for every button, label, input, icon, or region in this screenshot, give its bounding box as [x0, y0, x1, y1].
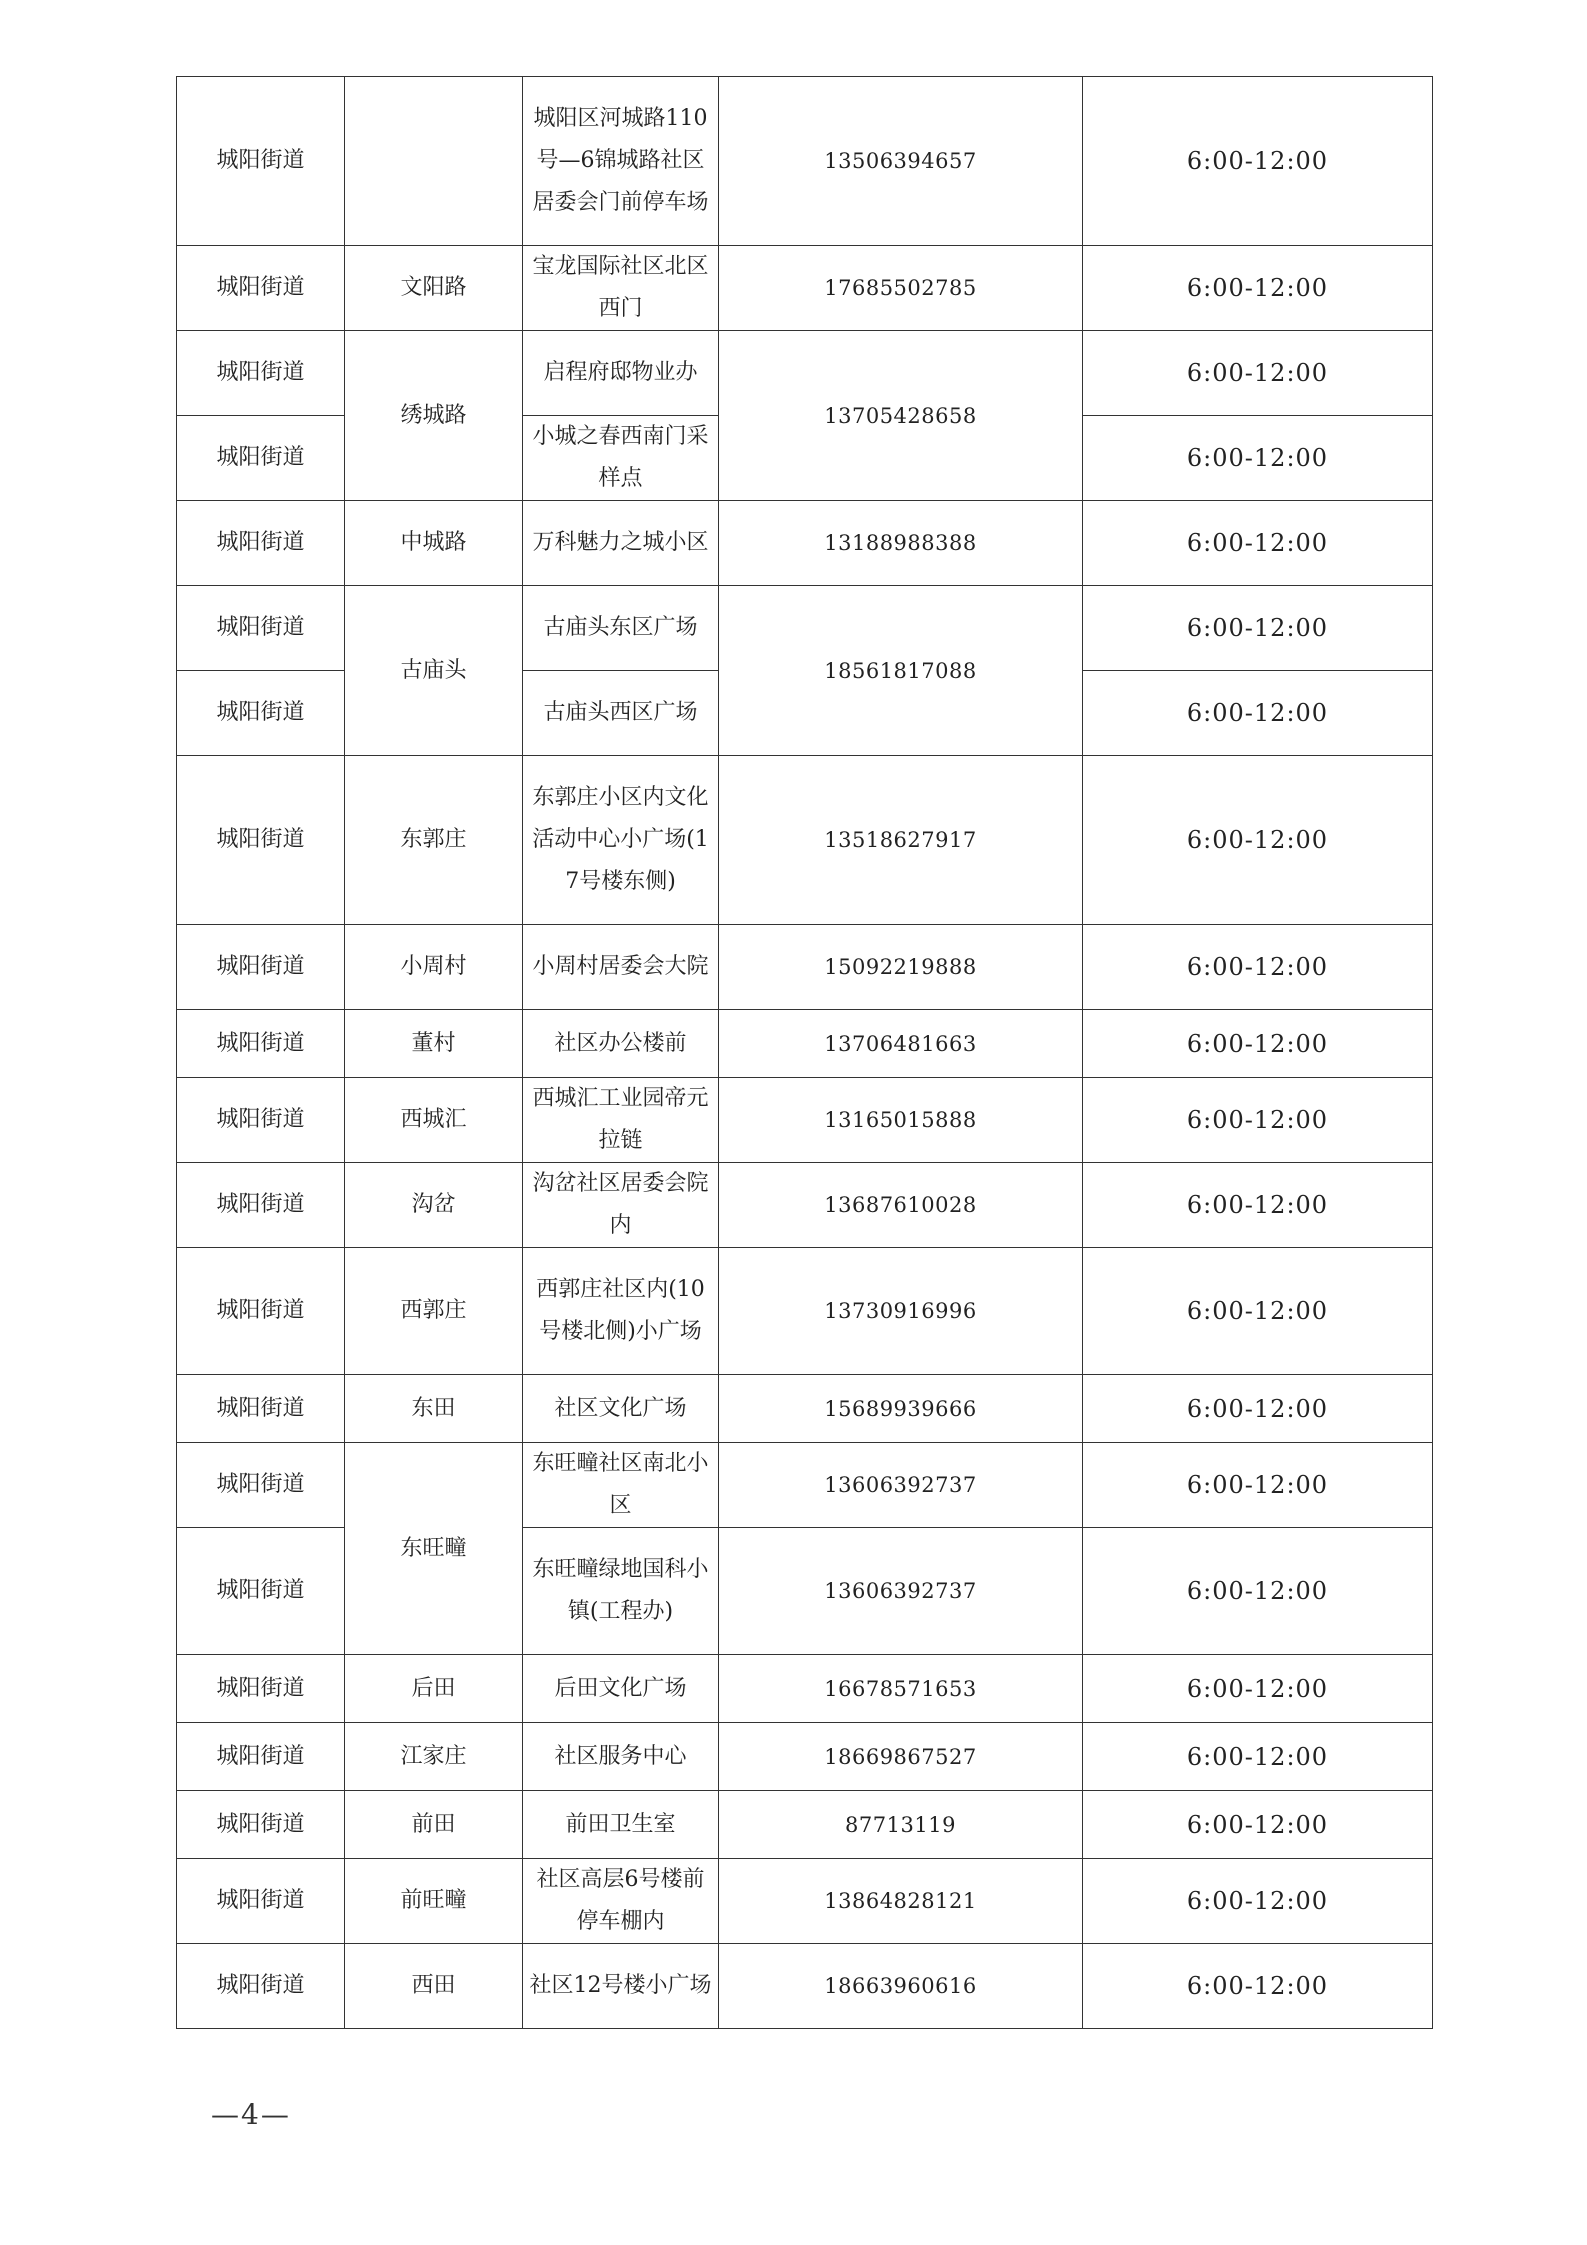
place-cell: 古庙头东区广场 — [523, 586, 719, 671]
street-cell: 城阳街道 — [177, 1528, 345, 1655]
table-row — [177, 756, 1433, 925]
time-cell: 6:00-12:00 — [1083, 1443, 1433, 1528]
time-cell: 6:00-12:00 — [1083, 671, 1433, 756]
phone-cell: 13705428658 — [719, 331, 1083, 501]
street-cell: 城阳街道 — [177, 1859, 345, 1944]
table-row — [177, 1655, 1433, 1723]
community-cell: 董村 — [345, 1010, 523, 1078]
street-cell: 城阳街道 — [177, 756, 345, 925]
phone-cell: 13706481663 — [719, 1010, 1083, 1078]
street-cell: 城阳街道 — [177, 925, 345, 1010]
community-cell: 前田 — [345, 1791, 523, 1859]
street-cell: 城阳街道 — [177, 1723, 345, 1791]
community-cell: 东旺疃 — [345, 1443, 523, 1655]
phone-cell: 15092219888 — [719, 925, 1083, 1010]
place-cell: 东旺疃社区南北小区 — [523, 1443, 719, 1528]
street-cell: 城阳街道 — [177, 586, 345, 671]
place-cell: 启程府邸物业办 — [523, 331, 719, 416]
community-cell: 绣城路 — [345, 331, 523, 501]
table-row — [177, 246, 1433, 331]
time-cell: 6:00-12:00 — [1083, 1528, 1433, 1655]
place-cell: 东郭庄小区内文化活动中心小广场(17号楼东侧) — [523, 756, 719, 925]
table-row — [177, 1078, 1433, 1163]
table-row — [177, 1163, 1433, 1248]
place-cell: 西城汇工业园帝元拉链 — [523, 1078, 719, 1163]
time-cell: 6:00-12:00 — [1083, 331, 1433, 416]
table-row — [177, 1944, 1433, 2029]
phone-cell: 13606392737 — [719, 1443, 1083, 1528]
phone-cell: 16678571653 — [719, 1655, 1083, 1723]
community-cell: 东田 — [345, 1375, 523, 1443]
time-cell: 6:00-12:00 — [1083, 1723, 1433, 1791]
time-cell: 6:00-12:00 — [1083, 1078, 1433, 1163]
street-cell: 城阳街道 — [177, 331, 345, 416]
place-cell: 社区办公楼前 — [523, 1010, 719, 1078]
table-row — [177, 501, 1433, 586]
street-cell: 城阳街道 — [177, 1655, 345, 1723]
time-cell: 6:00-12:00 — [1083, 1010, 1433, 1078]
place-cell: 小周村居委会大院 — [523, 925, 719, 1010]
table-row — [177, 1443, 1433, 1528]
place-cell: 社区高层6号楼前停车棚内 — [523, 1859, 719, 1944]
place-cell: 沟岔社区居委会院内 — [523, 1163, 719, 1248]
time-cell: 6:00-12:00 — [1083, 416, 1433, 501]
community-cell: 东郭庄 — [345, 756, 523, 925]
street-cell: 城阳街道 — [177, 1375, 345, 1443]
time-cell: 6:00-12:00 — [1083, 1163, 1433, 1248]
time-cell: 6:00-12:00 — [1083, 586, 1433, 671]
phone-cell: 17685502785 — [719, 246, 1083, 331]
phone-cell: 13188988388 — [719, 501, 1083, 586]
community-cell: 西郭庄 — [345, 1248, 523, 1375]
place-cell: 社区文化广场 — [523, 1375, 719, 1443]
page-number: —4— — [211, 2098, 291, 2131]
table-row — [177, 1248, 1433, 1375]
time-cell: 6:00-12:00 — [1083, 1944, 1433, 2029]
time-cell: 6:00-12:00 — [1083, 1248, 1433, 1375]
phone-cell: 18561817088 — [719, 586, 1083, 756]
street-cell: 城阳街道 — [177, 1944, 345, 2029]
phone-cell: 18663960616 — [719, 1944, 1083, 2029]
table-row — [177, 925, 1433, 1010]
community-cell: 中城路 — [345, 501, 523, 586]
community-cell: 古庙头 — [345, 586, 523, 756]
table-row — [177, 1723, 1433, 1791]
time-cell: 6:00-12:00 — [1083, 77, 1433, 246]
place-cell: 前田卫生室 — [523, 1791, 719, 1859]
time-cell: 6:00-12:00 — [1083, 1791, 1433, 1859]
community-cell: 文阳路 — [345, 246, 523, 331]
phone-cell: 15689939666 — [719, 1375, 1083, 1443]
community-cell: 江家庄 — [345, 1723, 523, 1791]
time-cell: 6:00-12:00 — [1083, 1859, 1433, 1944]
place-cell: 万科魅力之城小区 — [523, 501, 719, 586]
phone-cell: 13864828121 — [719, 1859, 1083, 1944]
phone-cell: 87713119 — [719, 1791, 1083, 1859]
street-cell: 城阳街道 — [177, 416, 345, 501]
street-cell: 城阳街道 — [177, 1010, 345, 1078]
community-cell: 后田 — [345, 1655, 523, 1723]
street-cell: 城阳街道 — [177, 1078, 345, 1163]
phone-cell: 13730916996 — [719, 1248, 1083, 1375]
time-cell: 6:00-12:00 — [1083, 1655, 1433, 1723]
table-row — [177, 1010, 1433, 1078]
street-cell: 城阳街道 — [177, 1163, 345, 1248]
table-row — [177, 331, 1433, 416]
place-cell: 古庙头西区广场 — [523, 671, 719, 756]
testing-sites-table — [176, 76, 1433, 2029]
time-cell: 6:00-12:00 — [1083, 756, 1433, 925]
community-cell — [345, 77, 523, 246]
street-cell: 城阳街道 — [177, 1248, 345, 1375]
place-cell: 宝龙国际社区北区西门 — [523, 246, 719, 331]
place-cell: 社区12号楼小广场 — [523, 1944, 719, 2029]
street-cell: 城阳街道 — [177, 1443, 345, 1528]
table-row — [177, 586, 1433, 671]
table-row — [177, 1859, 1433, 1944]
community-cell: 西田 — [345, 1944, 523, 2029]
place-cell: 东旺疃绿地国科小镇(工程办) — [523, 1528, 719, 1655]
phone-cell: 13518627917 — [719, 756, 1083, 925]
time-cell: 6:00-12:00 — [1083, 925, 1433, 1010]
time-cell: 6:00-12:00 — [1083, 246, 1433, 331]
place-cell: 小城之春西南门采样点 — [523, 416, 719, 501]
community-cell: 小周村 — [345, 925, 523, 1010]
place-cell: 城阳区河城路110号—6锦城路社区居委会门前停车场 — [523, 77, 719, 246]
street-cell: 城阳街道 — [177, 671, 345, 756]
place-cell: 社区服务中心 — [523, 1723, 719, 1791]
time-cell: 6:00-12:00 — [1083, 1375, 1433, 1443]
place-cell: 后田文化广场 — [523, 1655, 719, 1723]
phone-cell: 13506394657 — [719, 77, 1083, 246]
time-cell: 6:00-12:00 — [1083, 501, 1433, 586]
place-cell: 西郭庄社区内(10号楼北侧)小广场 — [523, 1248, 719, 1375]
phone-cell: 13687610028 — [719, 1163, 1083, 1248]
street-cell: 城阳街道 — [177, 501, 345, 586]
table-row — [177, 77, 1433, 246]
community-cell: 沟岔 — [345, 1163, 523, 1248]
table-row — [177, 1375, 1433, 1443]
community-cell: 前旺疃 — [345, 1859, 523, 1944]
phone-cell: 18669867527 — [719, 1723, 1083, 1791]
street-cell: 城阳街道 — [177, 77, 345, 246]
table-row — [177, 1791, 1433, 1859]
phone-cell: 13165015888 — [719, 1078, 1083, 1163]
phone-cell: 13606392737 — [719, 1528, 1083, 1655]
street-cell: 城阳街道 — [177, 246, 345, 331]
community-cell: 西城汇 — [345, 1078, 523, 1163]
street-cell: 城阳街道 — [177, 1791, 345, 1859]
